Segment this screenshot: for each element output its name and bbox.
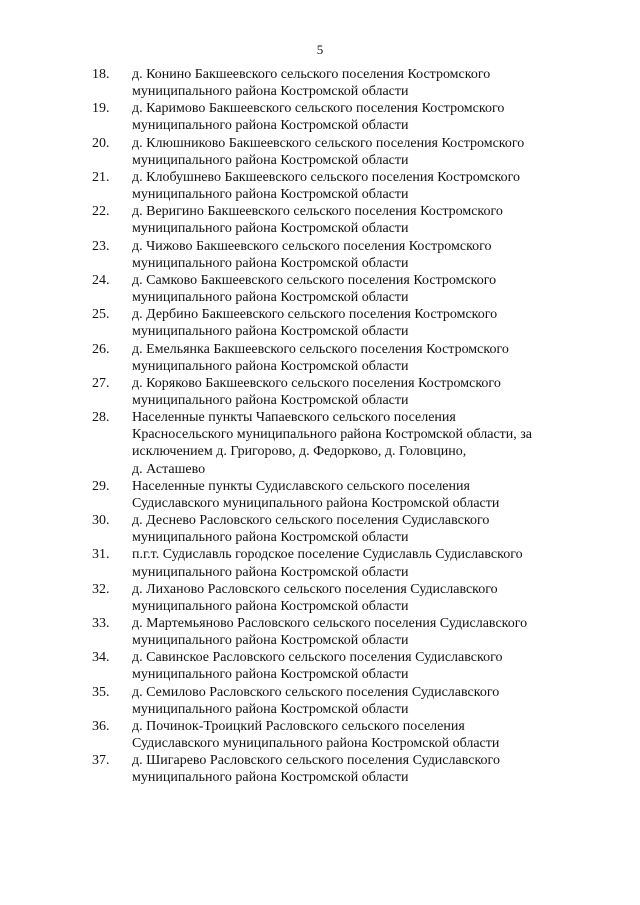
item-text: д. Семилово Расловского сельского поселения Судиславского муниципального района Костромской области bbox=[132, 684, 500, 717]
item-number: 30. bbox=[92, 513, 110, 529]
item-number: 37. bbox=[92, 753, 110, 769]
item-text: д. Клюшниково Бакшеевского сельского поселения Костромского муниципального района Костромской области bbox=[132, 135, 525, 168]
item-number: 32. bbox=[92, 581, 110, 597]
list-item bbox=[92, 66, 572, 100]
item-text: д. Клобушнево Бакшеевского сельского поселения Костромского муниципального района Костромской области bbox=[132, 169, 521, 203]
item-text: д. Починок-Троицкий Расловского сельского поселения Судиславского муниципального района Костромской области bbox=[132, 718, 500, 752]
item-text: д. Лиханово Расловского сельского поселения Судиславского муниципального района Костромской области bbox=[132, 581, 498, 614]
list-item bbox=[92, 512, 572, 546]
list-item bbox=[92, 409, 572, 478]
list-item bbox=[92, 341, 572, 375]
list-item bbox=[92, 718, 572, 752]
item-number: 35. bbox=[92, 684, 110, 700]
list-item bbox=[92, 546, 572, 580]
item-text: д. Коряково Бакшеевского сельского поселения Костромского муниципального района Костромской области bbox=[132, 375, 501, 408]
list-item bbox=[92, 203, 572, 237]
item-text: д. Самково Бакшеевского сельского поселения Костромского муниципального района Костромской области bbox=[132, 272, 497, 306]
item-text: д. Мартемьяново Расловского сельского поселения Судиславского муниципального района Костромской области bbox=[132, 616, 528, 649]
item-number: 19. bbox=[92, 101, 110, 117]
item-number: 29. bbox=[92, 478, 110, 494]
item-number: 33. bbox=[92, 616, 110, 631]
item-number: 28. bbox=[92, 410, 110, 426]
item-text: д. Дербино Бакшеевского сельского поселения Костромского муниципального района Костромской области bbox=[132, 307, 498, 340]
list-item bbox=[92, 135, 572, 169]
item-number: 27. bbox=[92, 375, 110, 391]
item-text: д. Деснево Расловского сельского поселения Судиславского муниципального района Костромской области bbox=[132, 513, 490, 546]
item-number: 20. bbox=[92, 135, 110, 151]
item-text: Населенные пункты Чапаевского сельского поселения Красносельского муниципального района Костромской области, за исключением д. Григорово, д. Федорково, д. Головцино, д. Асташево bbox=[132, 410, 533, 477]
item-text: д. Конино Бакшеевского сельского поселения Костромского муниципального района Костромской области bbox=[132, 67, 491, 100]
item-text: д. Каримово Бакшеевского сельского поселения Костромского муниципального района Костромской области bbox=[132, 101, 505, 134]
item-text: Населенные пункты Судиславского сельского поселения Судиславского муниципального района Костромской области bbox=[132, 478, 500, 511]
list-item bbox=[92, 238, 572, 272]
item-number: 34. bbox=[92, 650, 110, 666]
list-item bbox=[92, 306, 572, 340]
settlement-list bbox=[92, 66, 572, 787]
list-item bbox=[92, 100, 572, 134]
list-item bbox=[92, 581, 572, 615]
item-number: 21. bbox=[92, 169, 110, 185]
list-item bbox=[92, 375, 572, 409]
list-item bbox=[92, 615, 572, 649]
list-item bbox=[92, 272, 572, 306]
list-item bbox=[92, 169, 572, 203]
item-text: д. Веригино Бакшеевского сельского поселения Костромского муниципального района Костромской области bbox=[132, 204, 503, 237]
list-item bbox=[92, 478, 572, 512]
list-item bbox=[92, 649, 572, 683]
item-text: д. Чижово Бакшеевского сельского поселения Костромского муниципального района Костромской области bbox=[132, 238, 492, 271]
item-number: 18. bbox=[92, 67, 110, 82]
item-number: 23. bbox=[92, 238, 110, 254]
item-number: 36. bbox=[92, 718, 110, 734]
item-number: 25. bbox=[92, 307, 110, 323]
page-number: 5 bbox=[316, 42, 324, 57]
item-number: 24. bbox=[92, 272, 110, 288]
item-number: 26. bbox=[92, 341, 110, 357]
item-text: д. Савинское Расловского сельского поселения Судиславского муниципального района Костромской области bbox=[132, 650, 503, 683]
list-item bbox=[92, 684, 572, 718]
item-text: п.г.т. Судиславль городское поселение Судиславль Судиславского муниципального района Костромской области bbox=[132, 547, 523, 580]
list-item bbox=[92, 752, 572, 786]
item-text: д. Шигарево Расловского сельского поселения Судиславского муниципального района Костромской области bbox=[132, 753, 500, 786]
item-text: д. Емельянка Бакшеевского сельского поселения Костромского муниципального района Костромской области bbox=[132, 341, 509, 374]
item-number: 22. bbox=[92, 204, 110, 220]
item-number: 31. bbox=[92, 547, 110, 563]
